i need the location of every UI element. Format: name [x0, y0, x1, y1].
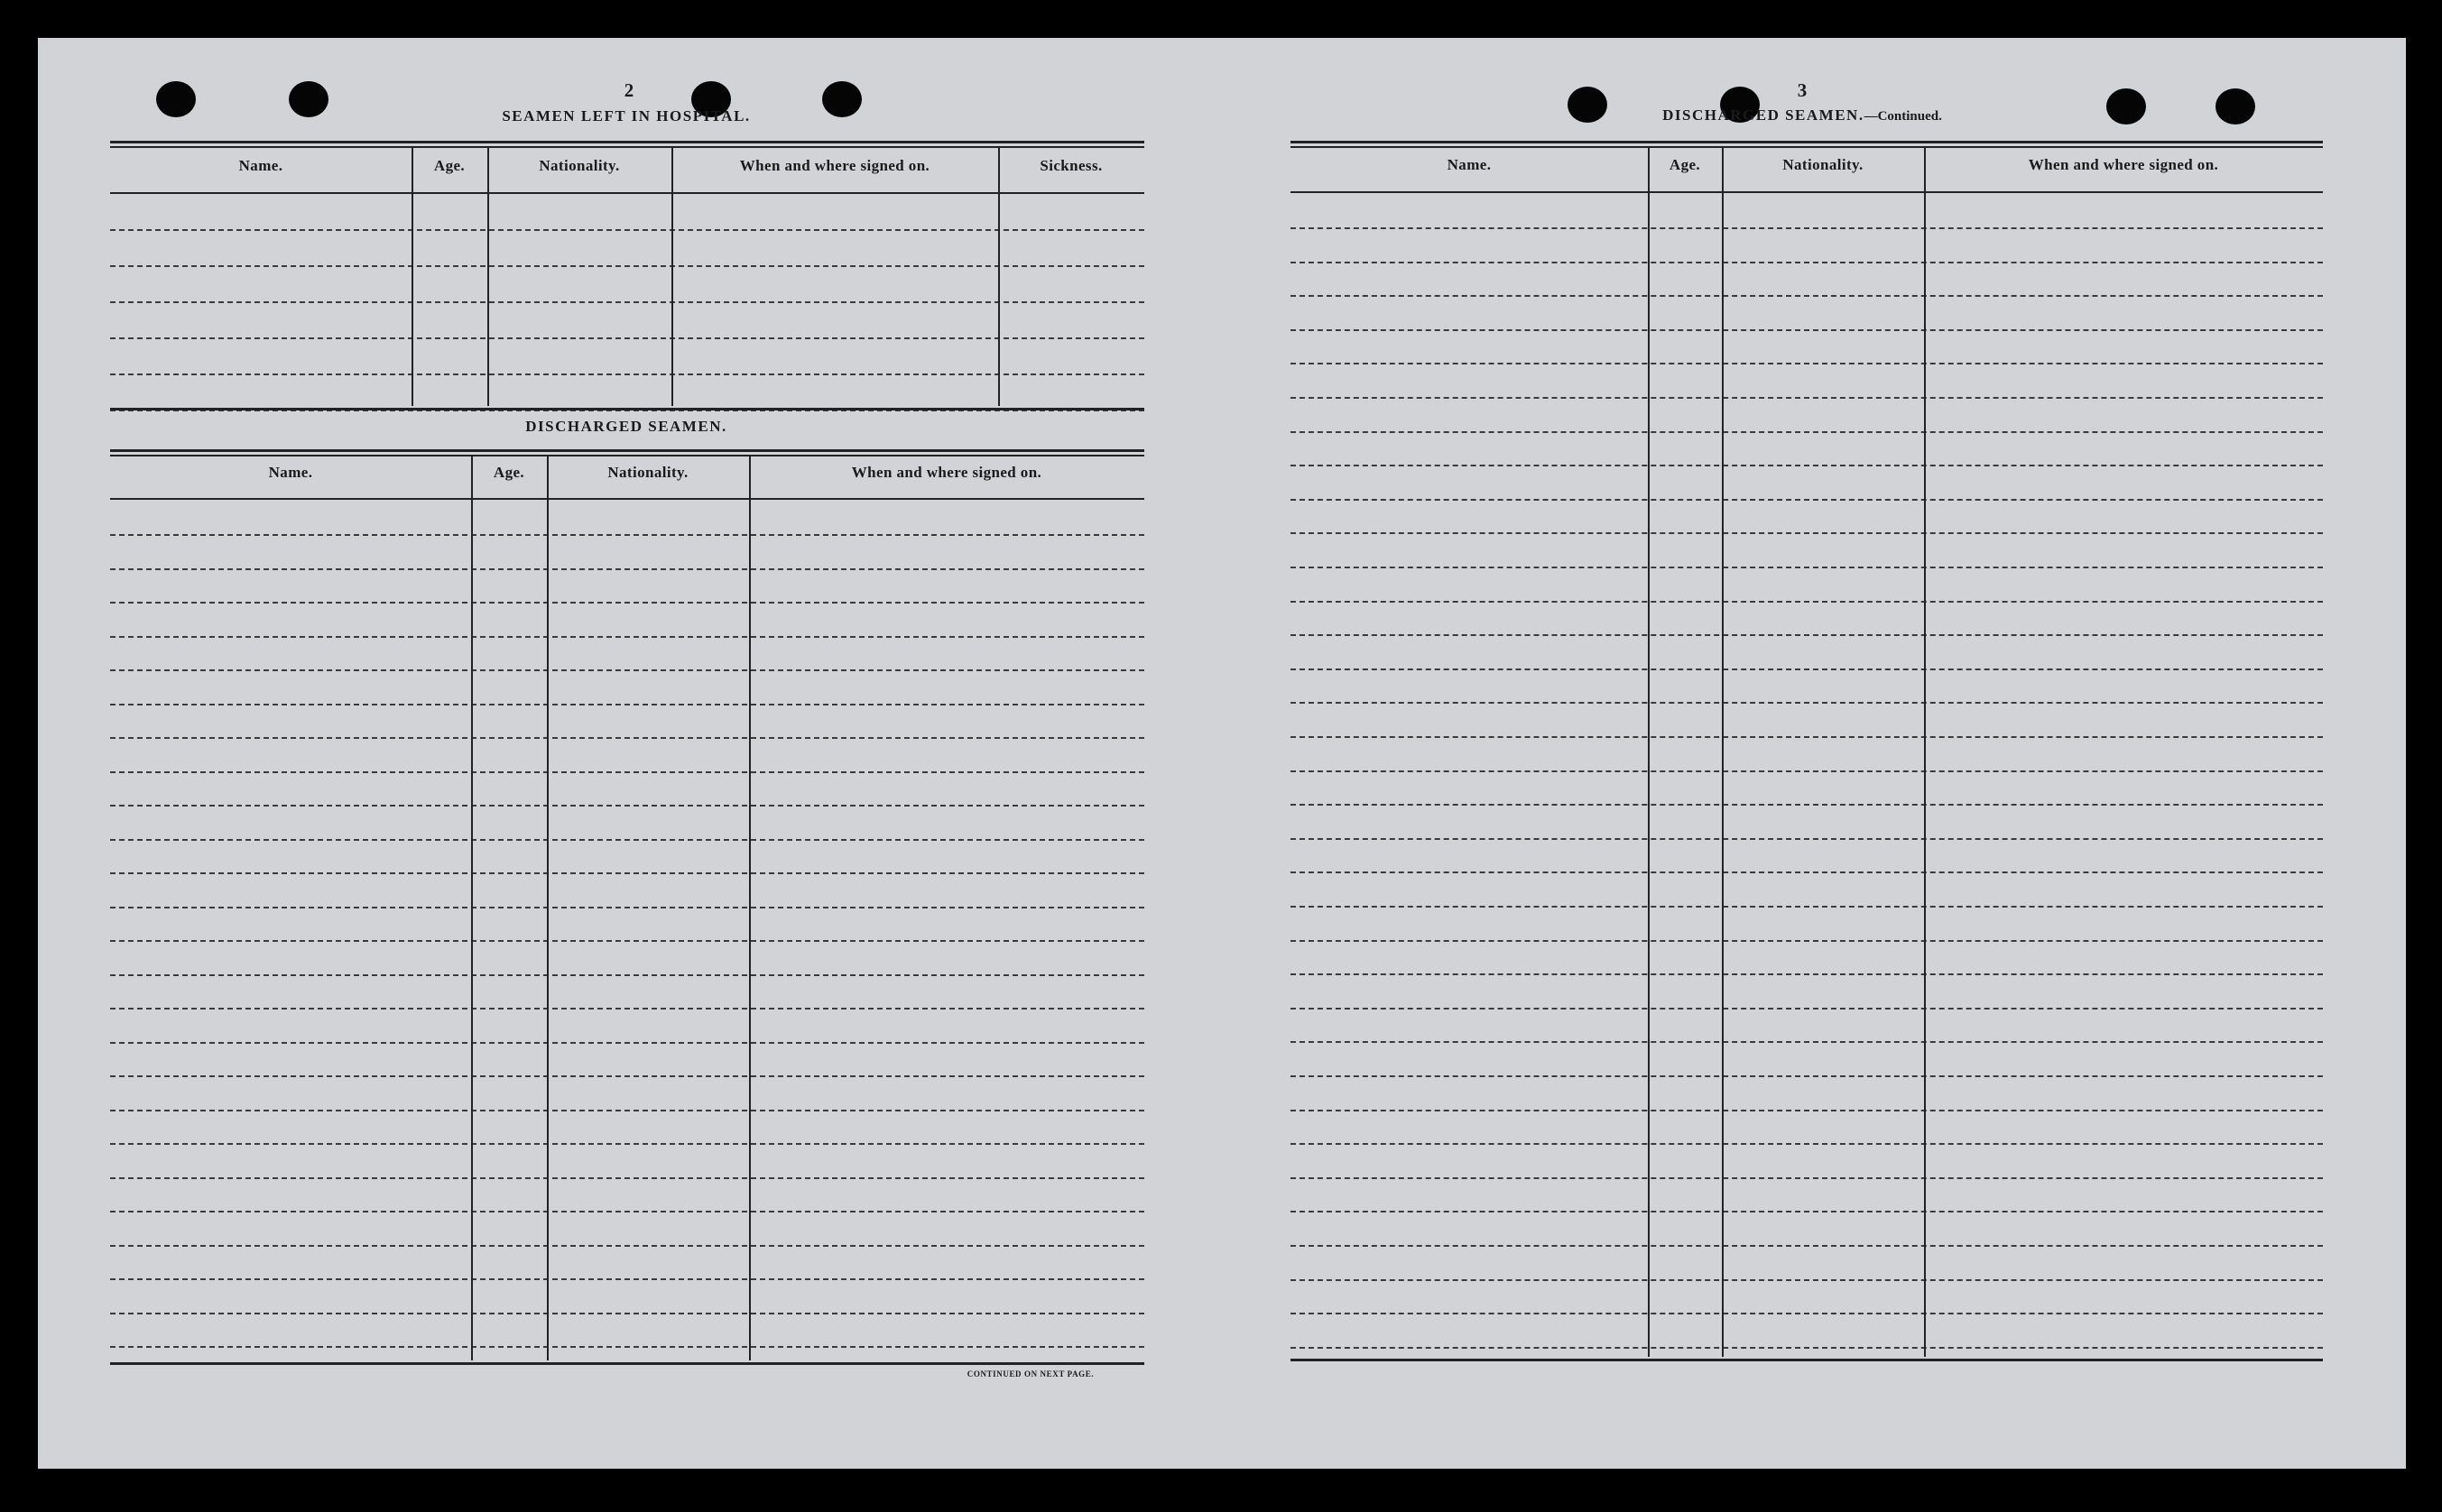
punch-hole	[156, 81, 196, 117]
entry-line	[1290, 736, 2323, 738]
entry-line	[1290, 940, 2323, 942]
column-divider	[471, 456, 473, 1360]
discharged-col-age: Age.	[493, 464, 525, 481]
rule-line	[1290, 146, 2323, 148]
entry-line	[110, 1313, 1144, 1314]
entry-line	[110, 737, 1144, 739]
entry-line	[110, 1143, 1144, 1145]
entry-line	[1290, 871, 2323, 873]
entry-line	[110, 771, 1144, 773]
discharged-section-title: DISCHARGED SEAMEN.	[525, 418, 727, 435]
rule-line	[110, 498, 1144, 500]
entry-line	[1290, 601, 2323, 603]
entry-line	[110, 1075, 1144, 1077]
continued-note: CONTINUED ON NEXT PAGE.	[967, 1369, 1095, 1378]
ledger-sheet	[38, 38, 2406, 1469]
rule-line	[110, 146, 1144, 148]
entry-line	[1290, 702, 2323, 704]
entry-line	[110, 1278, 1144, 1280]
entry-line	[1290, 1075, 2323, 1077]
column-divider	[412, 148, 413, 406]
entry-line	[110, 669, 1144, 671]
column-divider	[671, 148, 673, 406]
entry-line	[1290, 973, 2323, 975]
entry-line	[110, 1177, 1144, 1179]
rule-line	[1290, 1359, 2323, 1361]
entry-line	[1290, 1313, 2323, 1314]
discharged-continued-title	[1599, 106, 2005, 124]
entry-line	[1290, 329, 2323, 331]
entry-line	[1290, 1008, 2323, 1010]
hospital-col-name: Name.	[238, 157, 283, 174]
hospital-section-title: SEAMEN LEFT IN HOSPITAL.	[502, 107, 751, 124]
column-divider	[1722, 148, 1724, 1357]
discharged-col-name: Name.	[268, 464, 313, 481]
page-number-left: 2	[624, 79, 634, 101]
entry-line	[1290, 532, 2323, 534]
entry-line	[110, 940, 1144, 942]
column-divider	[749, 456, 751, 1360]
rule-line	[110, 192, 1144, 194]
entry-line	[1290, 1211, 2323, 1212]
rule-line	[110, 141, 1144, 143]
right-col-signed-on: When and where signed on.	[2028, 156, 2219, 173]
hospital-col-sickness: Sickness.	[1040, 157, 1103, 174]
entry-line	[110, 1042, 1144, 1044]
entry-line	[1290, 567, 2323, 568]
entry-line	[110, 704, 1144, 705]
entry-line	[1290, 1041, 2323, 1043]
entry-line	[110, 602, 1144, 604]
right-col-name: Name.	[1447, 156, 1492, 173]
column-divider	[547, 456, 549, 1360]
entry-line	[1290, 1177, 2323, 1179]
right-col-nationality: Nationality.	[1782, 156, 1864, 173]
punch-hole	[2215, 88, 2255, 124]
page-number-right: 3	[1797, 79, 1808, 101]
discharged-col-signed-on: When and where signed on.	[851, 464, 1042, 481]
column-divider	[1648, 148, 1650, 1357]
discharged-col-nationality: Nationality.	[607, 464, 689, 481]
entry-line	[1290, 499, 2323, 501]
column-divider	[487, 148, 489, 406]
hospital-col-nationality: Nationality.	[539, 157, 620, 174]
entry-line	[1290, 906, 2323, 908]
entry-line	[1290, 262, 2323, 263]
entry-line	[110, 839, 1144, 841]
entry-line	[110, 265, 1144, 267]
entry-line	[1290, 227, 2323, 229]
entry-line	[110, 373, 1144, 375]
punch-hole	[289, 81, 328, 117]
entry-line	[1290, 770, 2323, 772]
entry-line	[1290, 1279, 2323, 1281]
entry-line	[110, 301, 1144, 303]
rule-line	[1290, 191, 2323, 193]
hospital-col-signed-on: When and where signed on.	[739, 157, 930, 174]
punch-hole	[822, 81, 862, 117]
rule-line	[110, 449, 1144, 452]
entry-line	[110, 568, 1144, 570]
entry-line	[110, 337, 1144, 339]
entry-line	[110, 1110, 1144, 1111]
entry-line	[1290, 634, 2323, 636]
entry-line	[110, 872, 1144, 874]
entry-line	[1290, 1347, 2323, 1349]
entry-line	[1290, 431, 2323, 433]
entry-line	[1290, 1245, 2323, 1247]
entry-line	[1290, 465, 2323, 466]
entry-line	[1290, 363, 2323, 364]
entry-line	[110, 974, 1144, 976]
entry-line	[110, 229, 1144, 231]
entry-line	[1290, 804, 2323, 806]
discharged-continued-suffix: —Continued.	[1864, 109, 1942, 124]
entry-line	[110, 1211, 1144, 1212]
entry-line	[110, 1245, 1144, 1247]
rule-line	[1290, 141, 2323, 143]
column-divider	[1924, 148, 1926, 1357]
entry-line	[110, 1008, 1144, 1010]
right-col-age: Age.	[1669, 156, 1701, 173]
discharged-continued-title-main: DISCHARGED SEAMEN.	[1662, 106, 1864, 124]
rule-line	[110, 455, 1144, 456]
hospital-col-age: Age.	[433, 157, 466, 174]
column-divider	[998, 148, 1000, 406]
entry-line	[1290, 295, 2323, 297]
entry-line	[1290, 1110, 2323, 1111]
entry-line	[110, 1346, 1144, 1348]
rule-line	[110, 1362, 1144, 1365]
entry-line	[1290, 397, 2323, 399]
entry-line	[1290, 838, 2323, 840]
entry-line	[110, 805, 1144, 807]
entry-line	[110, 636, 1144, 638]
rule-line	[110, 408, 1144, 410]
entry-line	[1290, 1143, 2323, 1145]
entry-line	[1290, 668, 2323, 670]
entry-line	[110, 534, 1144, 536]
entry-line	[110, 907, 1144, 908]
punch-hole	[2106, 88, 2146, 124]
